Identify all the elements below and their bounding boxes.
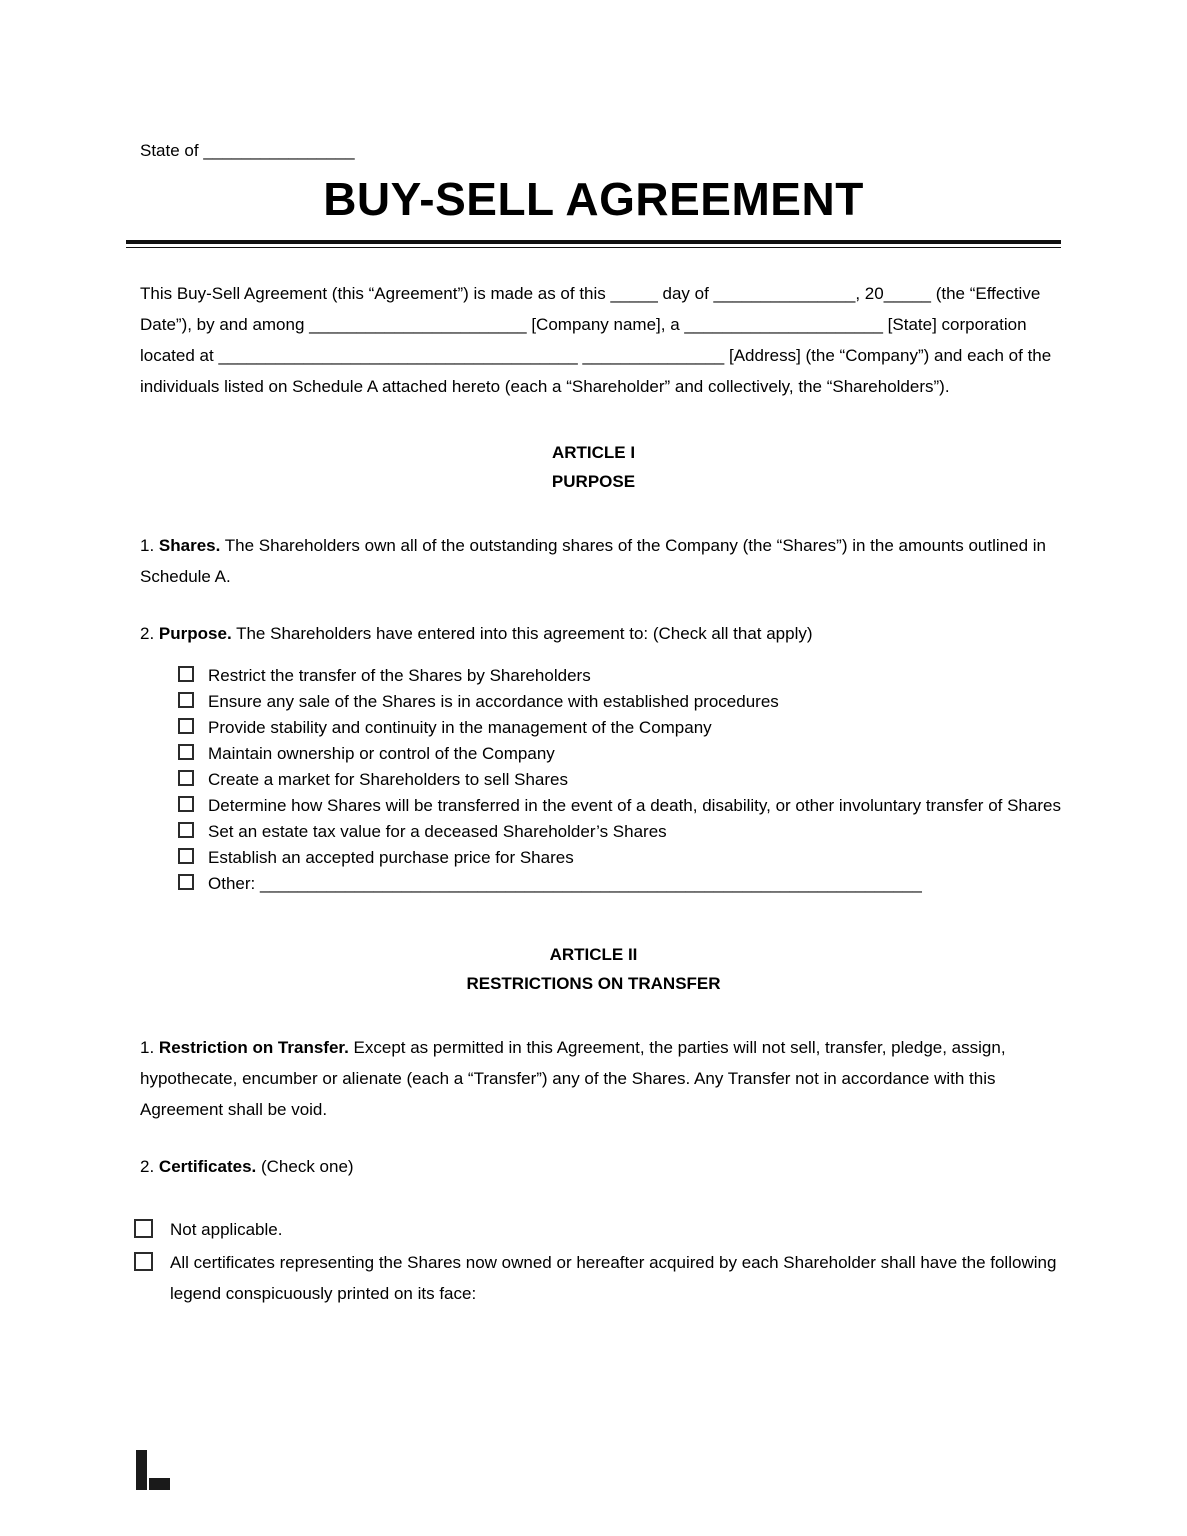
section-2-title: Purpose. <box>158 624 232 643</box>
section-1-number-art2: 1. <box>140 1038 155 1057</box>
section-1-text: The Shareholders own all of the outstanding shares of the Company (the “Shares”) in the amounts outlined in Schedule A. <box>140 536 1046 586</box>
spacer <box>126 1182 1061 1200</box>
article-heading-1 <box>126 438 1061 496</box>
checkbox-label: Provide stability and continuity in the management of the Company <box>208 718 712 737</box>
intro-paragraph: This Buy-Sell Agreement (this “Agreement”) is made as of this _____ day of _______________, 20_____ (the “Effective Date”), by and among _______________________ [Company name], a _____________________ [State] corporation located at ______________________________________ _______________ [Address] (the “Company”) and each of the individuals listed on Schedule A attached hereto (each a “Shareholder” and collectively, the “Shareholders”). <box>140 284 1052 396</box>
list-item[interactable] <box>134 1214 1061 1245</box>
article-number-2: ARTICLE II <box>549 945 638 964</box>
section-2-text-art2: (Check one) <box>256 1157 354 1176</box>
purpose-checklist <box>126 663 1061 896</box>
checkbox-label: All certificates representing the Shares now owned or hereafter acquired by each Shareholder shall have the following legend conspicuously printed on its face: <box>170 1253 1057 1303</box>
section-1-text-art2: Except as permitted in this Agreement, the parties will not sell, transfer, pledge, assign, hypothecate, encumber or alienate (each a “Transfer”) any of the Shares. Any Transfer not in accordance with this Agreement shall be void. <box>140 1038 1006 1119</box>
checkbox-label-other: Other: ______________________________________________________________________ <box>208 874 922 893</box>
list-item[interactable] <box>178 689 1061 714</box>
section-2-title-art2: Certificates. <box>158 1157 257 1176</box>
checkbox-label: Not applicable. <box>170 1220 283 1239</box>
section-1-title: Shares. <box>158 536 221 555</box>
article-title-2: RESTRICTIONS ON TRANSFER <box>466 974 721 993</box>
article-heading-2 <box>126 940 1061 998</box>
checkbox-icon[interactable] <box>134 1219 153 1238</box>
checkbox-icon[interactable] <box>178 822 194 838</box>
list-item[interactable] <box>178 715 1061 740</box>
section-2-number: 2. <box>140 624 155 643</box>
list-item[interactable] <box>178 793 1061 818</box>
section-1-number: 1. <box>140 536 155 555</box>
list-item[interactable] <box>178 767 1061 792</box>
checkbox-label: Determine how Shares will be transferred in the event of a death, disability, or other involuntary transfer of Shares <box>208 796 1061 815</box>
checkbox-icon[interactable] <box>178 692 194 708</box>
section-2-certificates <box>140 1151 1061 1182</box>
article-title-1: PURPOSE <box>551 472 636 491</box>
list-item[interactable] <box>178 845 1061 870</box>
checkbox-label: Restrict the transfer of the Shares by Shareholders <box>208 666 591 685</box>
divider-thin <box>126 247 1061 248</box>
certificates-checklist <box>126 1214 1061 1309</box>
checkbox-icon[interactable] <box>178 848 194 864</box>
checkbox-label: Ensure any sale of the Shares is in accordance with established procedures <box>208 692 779 711</box>
list-item[interactable] <box>134 1247 1061 1309</box>
article-number-1: ARTICLE I <box>551 443 636 462</box>
checkbox-icon[interactable] <box>178 874 194 890</box>
section-2-number-art2: 2. <box>140 1157 155 1176</box>
section-2-text: The Shareholders have entered into this agreement to: (Check all that apply) <box>231 624 813 643</box>
logo-foot <box>149 1478 170 1490</box>
checkbox-icon[interactable] <box>178 796 194 812</box>
list-item[interactable] <box>178 871 1061 896</box>
checkbox-label: Establish an accepted purchase price for Shares <box>208 848 574 867</box>
legal-templates-logo-icon <box>136 1450 170 1490</box>
list-item[interactable] <box>178 663 1061 688</box>
section-1-title-art2: Restriction on Transfer. <box>158 1038 349 1057</box>
checkbox-label: Create a market for Shareholders to sell Shares <box>208 770 569 789</box>
page-title: BUY-SELL AGREEMENT <box>323 173 864 225</box>
section-2-purpose <box>140 618 1061 649</box>
checkbox-label: Set an estate tax value for a deceased Shareholder’s Shares <box>208 822 667 841</box>
checkbox-icon[interactable] <box>178 666 194 682</box>
checkbox-icon[interactable] <box>178 718 194 734</box>
divider-thick <box>126 240 1061 244</box>
list-item[interactable] <box>178 819 1061 844</box>
list-item[interactable] <box>178 741 1061 766</box>
checkbox-label: Maintain ownership or control of the Company <box>208 744 555 763</box>
section-1-shares <box>140 530 1061 592</box>
title-divider <box>126 240 1061 248</box>
logo-bar <box>136 1450 147 1490</box>
checkbox-icon[interactable] <box>134 1252 153 1271</box>
checkbox-icon[interactable] <box>178 770 194 786</box>
state-field-line: State of ________________ <box>140 141 355 160</box>
checkbox-icon[interactable] <box>178 744 194 760</box>
section-1-restriction-on-transfer <box>140 1032 1061 1125</box>
